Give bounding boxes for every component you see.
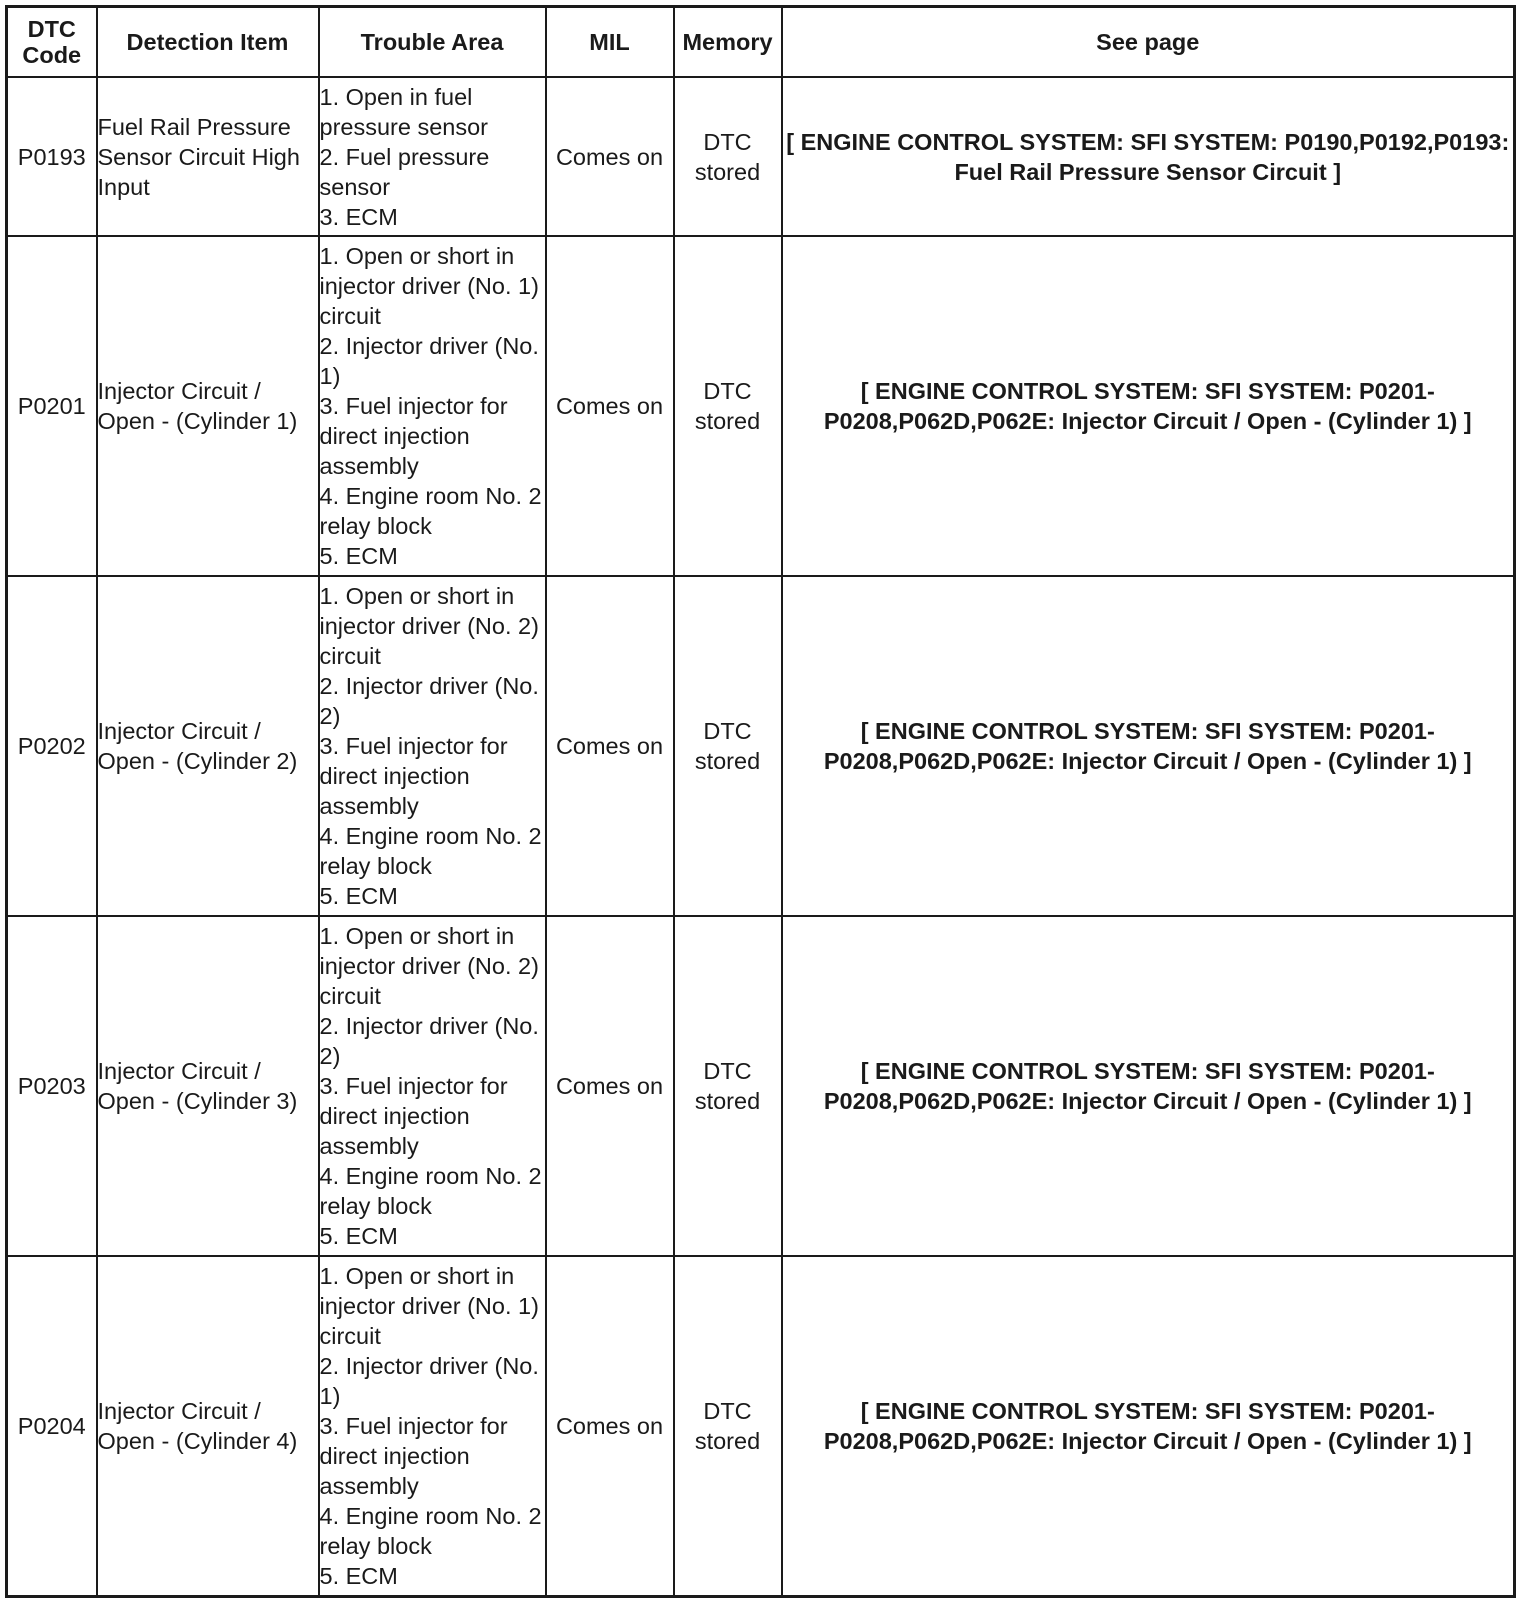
trouble-area-cell	[319, 1256, 546, 1597]
dtc-code-cell: P0204	[7, 1256, 97, 1597]
trouble-area-line: 1. Open in fuel pressure sensor	[319, 83, 488, 140]
trouble-area-line: 5. ECM	[319, 1223, 398, 1249]
trouble-area-cell	[319, 916, 546, 1256]
see-page-link[interactable]: [ ENGINE CONTROL SYSTEM: SFI SYSTEM: P0201-P0208,P062D,P062E: Injector Circuit / Open - (Cylinder 1) ]	[782, 236, 1515, 576]
header-dtc-code: DTC Code	[7, 7, 97, 78]
trouble-area-line: 3. Fuel injector for direct injection assembly	[319, 1073, 508, 1159]
trouble-area-line: 3. Fuel injector for direct injection assembly	[319, 393, 508, 479]
table-row	[7, 916, 1515, 1256]
mil-cell: Comes on	[546, 77, 674, 236]
header-see-page: See page	[782, 7, 1515, 78]
trouble-area-cell	[319, 236, 546, 576]
header-detection-item: Detection Item	[97, 7, 319, 78]
dtc-table	[5, 5, 1516, 1598]
trouble-area-line: 1. Open or short in injector driver (No. 1) circuit	[319, 243, 539, 329]
memory-cell: DTC stored	[674, 236, 782, 576]
dtc-code-cell: P0201	[7, 236, 97, 576]
table-row	[7, 77, 1515, 236]
table-row	[7, 1256, 1515, 1597]
header-memory: Memory	[674, 7, 782, 78]
trouble-area-line: 4. Engine room No. 2 relay block	[319, 1503, 542, 1559]
trouble-area-line: 5. ECM	[319, 883, 398, 909]
see-page-link[interactable]: [ ENGINE CONTROL SYSTEM: SFI SYSTEM: P0201-P0208,P062D,P062E: Injector Circuit / Open - (Cylinder 1) ]	[782, 916, 1515, 1256]
dtc-code-cell: P0193	[7, 77, 97, 236]
dtc-code-cell: P0202	[7, 576, 97, 916]
trouble-area-line: 2. Fuel pressure sensor	[319, 143, 490, 200]
trouble-area-line: 5. ECM	[319, 1563, 398, 1589]
see-page-link[interactable]: [ ENGINE CONTROL SYSTEM: SFI SYSTEM: P0201-P0208,P062D,P062E: Injector Circuit / Open - (Cylinder 1) ]	[782, 576, 1515, 916]
trouble-area-line: 4. Engine room No. 2 relay block	[319, 483, 542, 539]
see-page-link[interactable]: [ ENGINE CONTROL SYSTEM: SFI SYSTEM: P0190,P0192,P0193: Fuel Rail Pressure Sensor Circuit ]	[782, 77, 1515, 236]
see-page-link[interactable]: [ ENGINE CONTROL SYSTEM: SFI SYSTEM: P0201-P0208,P062D,P062E: Injector Circuit / Open - (Cylinder 1) ]	[782, 1256, 1515, 1597]
trouble-area-line: 3. Fuel injector for direct injection assembly	[319, 733, 508, 819]
header-row	[7, 7, 1515, 78]
trouble-area-cell	[319, 77, 546, 236]
mil-cell: Comes on	[546, 916, 674, 1256]
trouble-area-line: 4. Engine room No. 2 relay block	[319, 1163, 542, 1219]
header-mil: MIL	[546, 7, 674, 78]
trouble-area-line: 3. Fuel injector for direct injection assembly	[319, 1413, 508, 1499]
trouble-area-line: 5. ECM	[319, 543, 398, 569]
mil-cell: Comes on	[546, 576, 674, 916]
detection-item-cell: Injector Circuit / Open - (Cylinder 1)	[97, 236, 319, 576]
header-trouble-area: Trouble Area	[319, 7, 546, 78]
dtc-code-cell: P0203	[7, 916, 97, 1256]
memory-cell: DTC stored	[674, 1256, 782, 1597]
mil-cell: Comes on	[546, 1256, 674, 1597]
trouble-area-line: 2. Injector driver (No. 1)	[319, 1353, 539, 1409]
trouble-area-line: 2. Injector driver (No. 2)	[319, 673, 539, 729]
detection-item-cell: Injector Circuit / Open - (Cylinder 2)	[97, 576, 319, 916]
trouble-area-line: 1. Open or short in injector driver (No. 1) circuit	[319, 1263, 539, 1349]
mil-cell: Comes on	[546, 236, 674, 576]
trouble-area-line: 1. Open or short in injector driver (No. 2) circuit	[319, 583, 539, 669]
table-row	[7, 576, 1515, 916]
trouble-area-cell	[319, 576, 546, 916]
table-row	[7, 236, 1515, 576]
memory-cell: DTC stored	[674, 77, 782, 236]
trouble-area-line: 1. Open or short in injector driver (No. 2) circuit	[319, 923, 539, 1009]
trouble-area-line: 4. Engine room No. 2 relay block	[319, 823, 542, 879]
trouble-area-line: 2. Injector driver (No. 2)	[319, 1013, 539, 1069]
detection-item-cell: Injector Circuit / Open - (Cylinder 4)	[97, 1256, 319, 1597]
detection-item-cell: Fuel Rail Pressure Sensor Circuit High Input	[97, 77, 319, 236]
memory-cell: DTC stored	[674, 576, 782, 916]
trouble-area-line: 3. ECM	[319, 203, 398, 230]
trouble-area-line: 2. Injector driver (No. 1)	[319, 333, 539, 389]
detection-item-cell: Injector Circuit / Open - (Cylinder 3)	[97, 916, 319, 1256]
memory-cell: DTC stored	[674, 916, 782, 1256]
